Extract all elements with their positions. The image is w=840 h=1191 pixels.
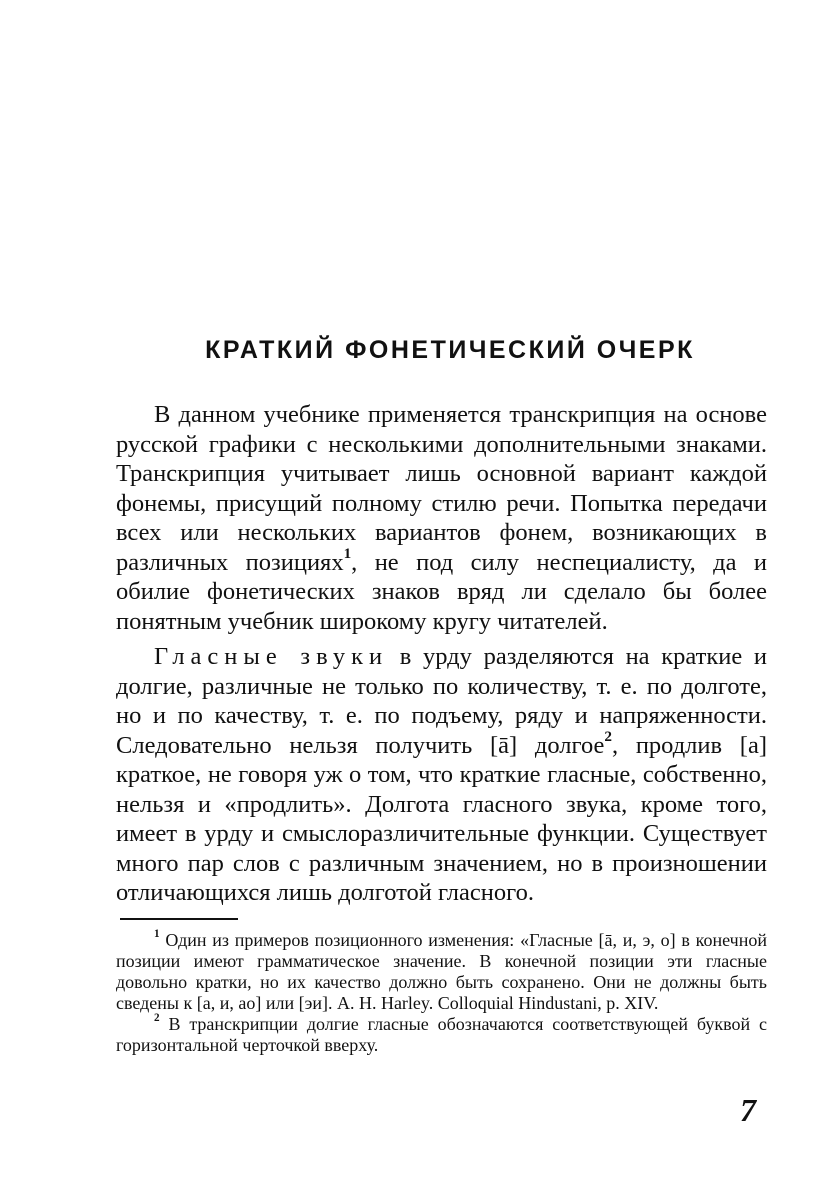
paragraph-text: в урду разделяются на краткие и долгие, различные не только по количеству, т. е. по долготе, но и по качеству, т. е. по подъему, ряду и напряженности. Следовательно нельзя получить [ā] долгое xyxy=(116,643,767,759)
paragraph-text-continued: , не под силу неспециалисту, да и обилие фонетических знаков вряд ли сделало бы более понятным учебник широкому кругу читателей. xyxy=(116,548,767,635)
footnote-1 xyxy=(116,930,767,1014)
main-text xyxy=(116,400,767,908)
paragraph-text-continued: , продлив [а] краткое, не говоря уж о том, что краткие гласные, собственно, нельзя и «продлить». Долгота гласного звука, кроме того, имеет в урду и смыслоразличительные функции. Существует много пар слов с различным значением, но в произношении отличающихся лишь долготой гласного. xyxy=(116,731,767,906)
footnote-2 xyxy=(116,1014,767,1056)
paragraph-transcription xyxy=(116,400,767,636)
footnote-text: В транскрипции долгие гласные обозначаются соответствующей буквой с горизонтальной черточкой вверху. xyxy=(116,1014,767,1055)
page-number: 7 xyxy=(740,1092,756,1128)
footnote-text: Один из примеров позиционного изменения: «Гласные [ā, и, э, о] в конечной позиции имеют грамматическое значение. В конечной позиции эти гласные довольно кратки, но их качество должно быть сохранено. Они не должны быть сведены к [а, и, ао] или [эи]. A. H. Harley. Colloquial Hindustani, p. XIV. xyxy=(116,930,767,1013)
footnote-reference-1: 1 xyxy=(343,545,352,563)
spaced-term: Гласные звуки xyxy=(154,643,389,670)
footnote-divider xyxy=(120,918,238,920)
footnote-marker: 1 xyxy=(154,928,160,941)
paragraph-vowels xyxy=(116,642,767,908)
footnote-reference-2: 2 xyxy=(604,728,612,746)
page-title: КРАТКИЙ ФОНЕТИЧЕСКИЙ ОЧЕРК xyxy=(205,336,695,364)
footnote-marker: 2 xyxy=(154,1012,160,1025)
footnotes xyxy=(116,930,767,1056)
paragraph-text: В данном учебнике применяется транскрипция на основе русской графики с несколькими дополнительными знаками. Транскрипция учитывает лишь основной вариант каждой фонемы, присущий полному стилю речи. Попытка передачи всех или нескольких вариантов фонем, возникающих в различных позициях xyxy=(116,401,767,576)
